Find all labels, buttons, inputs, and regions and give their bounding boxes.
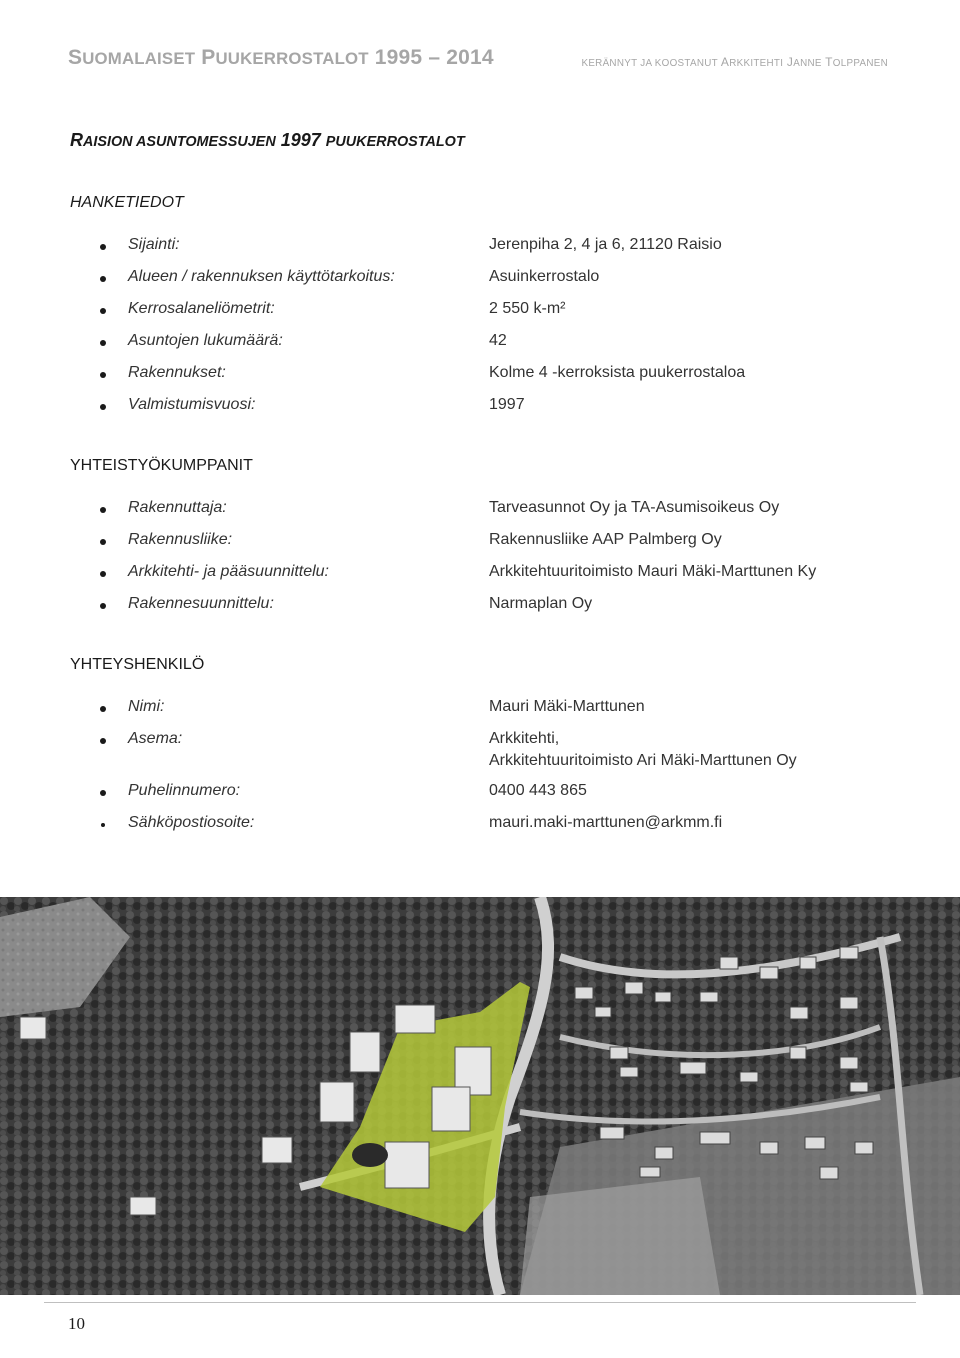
bullet-icon [100,372,106,378]
aerial-photo-illustration [0,897,960,1295]
bullet-icon [100,706,106,712]
list-item: Sijainti: Jerenpiha 2, 4 ja 6, 21120 Raisio [0,236,960,258]
bullet-icon [100,507,106,513]
list-item: Rakennuttaja: Tarveasunnot Oy ja TA-Asumisoikeus Oy [0,499,960,521]
bullet-icon [100,340,106,346]
bullet-icon [100,244,106,250]
list-item: Kerrosalaneliömetrit: 2 550 k-m² [0,300,960,322]
list-item: Arkkitehti- ja pääsuunnittelu: Arkkitehtuuritoimisto Mauri Mäki-Marttunen Ky [0,563,960,585]
page-header-title: SUOMALAISET PUUKERROSTALOT 1995 – 2014 [68,46,494,69]
list-item: Asema: Arkkitehti, Arkkitehtuuritoimisto Ari Mäki-Marttunen Oy [0,730,960,774]
section-heading-yhteistyokumppanit: YHTEISTYÖKUMPPANIT [70,457,253,474]
page-header-author: KERÄNNYT JA KOOSTANUT ARKKITEHTI JANNE TOLPPANEN [581,55,888,69]
page-number: 10 [68,1314,85,1333]
section-heading-hanketiedot: HANKETIEDOT [70,194,184,211]
aerial-photo [0,897,960,1295]
list-item: Rakennusliike: Rakennusliike AAP Palmberg Oy [0,531,960,553]
footer-divider [44,1302,916,1303]
list-item: Valmistumisvuosi: 1997 [0,396,960,418]
bullet-icon [100,539,106,545]
section-heading-yhteyshenkilo: YHTEYSHENKILÖ [70,656,205,673]
list-item: Asuntojen lukumäärä: 42 [0,332,960,354]
bullet-icon [100,738,106,744]
list-item: Sähköpostiosoite: mauri.maki-marttunen@arkmm.fi [0,814,960,836]
list-item: Alueen / rakennuksen käyttötarkoitus: Asuinkerrostalo [0,268,960,290]
list-item: Puhelinnumero: 0400 443 865 [0,782,960,804]
bullet-icon [101,823,105,827]
bullet-icon [100,571,106,577]
bullet-icon [100,603,106,609]
list-item: Rakennesuunnittelu: Narmaplan Oy [0,595,960,617]
list-item: Rakennukset: Kolme 4 -kerroksista puukerrostaloa [0,364,960,386]
bullet-icon [100,404,106,410]
bullet-icon [100,790,106,796]
list-item: Nimi: Mauri Mäki-Marttunen [0,698,960,720]
page-title: RAISION ASUNTOMESSUJEN 1997 PUUKERROSTALOT [70,130,465,150]
bullet-icon [100,276,106,282]
bullet-icon [100,308,106,314]
